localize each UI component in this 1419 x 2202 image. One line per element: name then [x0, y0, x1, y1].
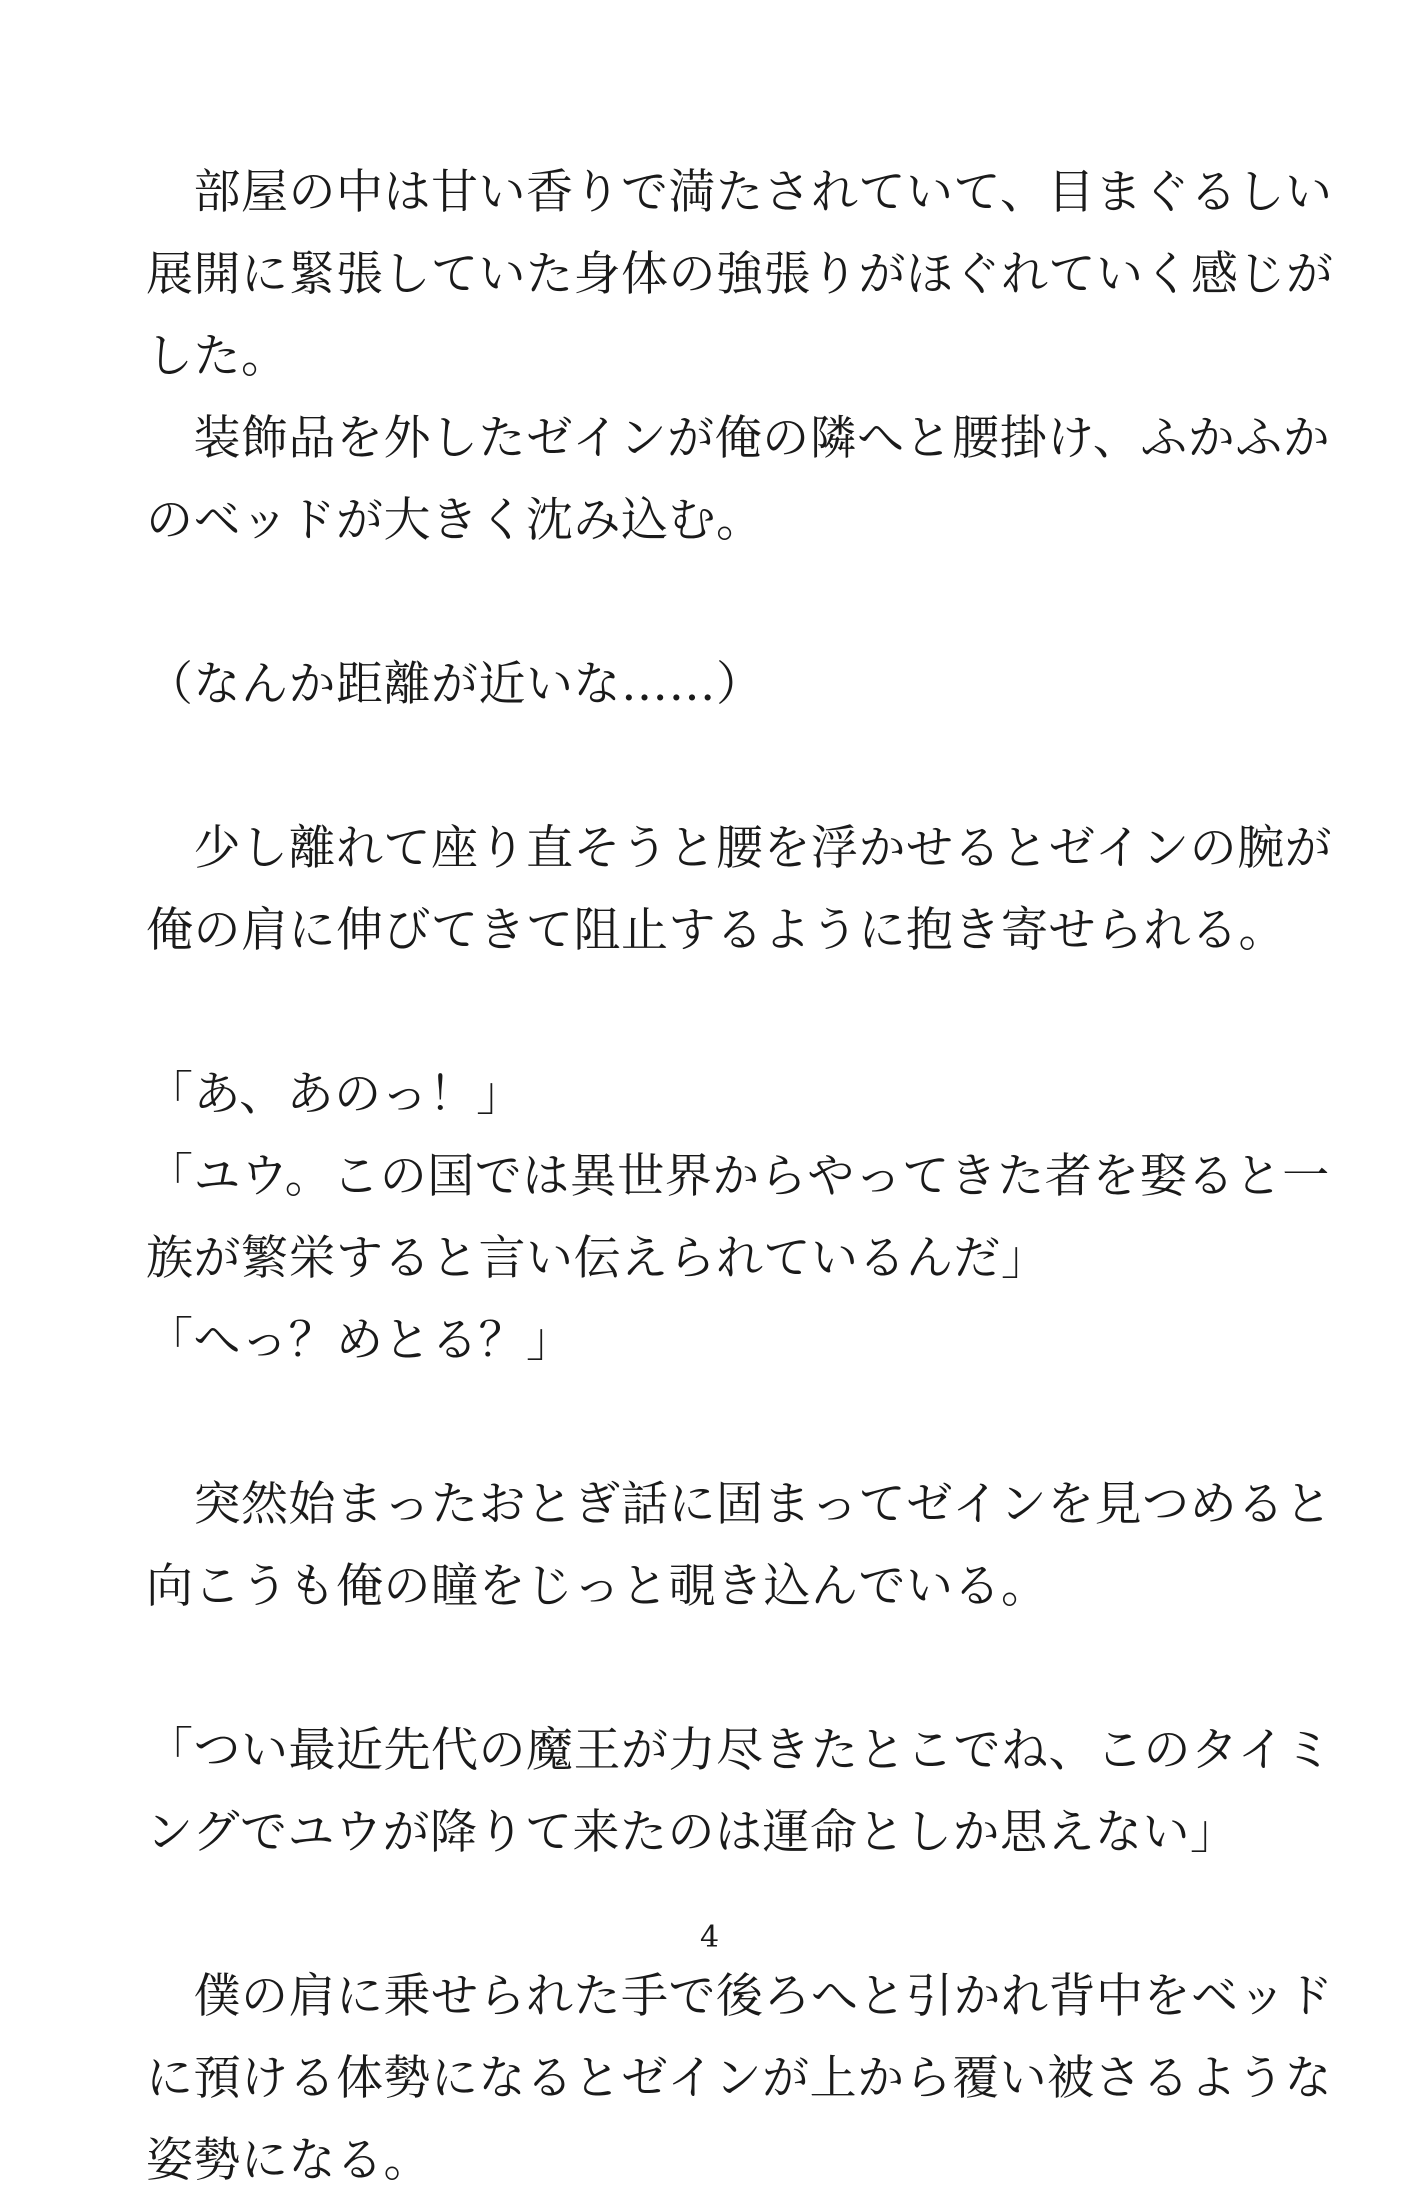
- text-line: （なんか距離が近いな……）: [146, 657, 764, 712]
- blank-line: [146, 1628, 1286, 1710]
- text-line: 「へっ？めとる？」: [146, 1313, 574, 1368]
- text-line: 族が繁栄すると言い伝えられているんだ」: [146, 1231, 1049, 1286]
- blank-line: [146, 1382, 1286, 1464]
- text-line: した。: [146, 329, 289, 384]
- blank-line: [146, 562, 1286, 644]
- text-line: に預ける体勢になるとゼインが上から覆い被さるような: [146, 2051, 1333, 2106]
- page-number: 4: [699, 1920, 720, 1955]
- text-line: のベッドが大きく沈み込む。: [146, 493, 764, 548]
- text-line: 「あ、あのっ！」: [146, 1067, 524, 1122]
- text-line: 俺の肩に伸びてきて阻止するように抱き寄せられる。: [146, 903, 1286, 958]
- text-line: 僕の肩に乗せられた手で後ろへと引かれ背中をベッド: [146, 1969, 1334, 2024]
- text-line: 展開に緊張していた身体の強張りがほぐれていく感じが: [146, 247, 1334, 302]
- text-line: 姿勢になる。: [146, 2133, 431, 2188]
- blank-line: [146, 972, 1286, 1054]
- body-text: [146, 152, 1334, 2202]
- text-line: 「ユウ。この国では異世界からやってきた者を娶ると一: [146, 1149, 1330, 1204]
- text-line: 部屋の中は甘い香りで満たされていて、目まぐるしい: [146, 165, 1333, 220]
- text-line: 「つい最近先代の魔王が力尽きたとこでね、このタイミ: [146, 1723, 1333, 1778]
- text-line: 装飾品を外したゼインが俺の隣へと腰掛け、ふかふか: [146, 411, 1331, 466]
- text-line: 向こうも俺の瞳をじっと覗き込んでいる。: [146, 1559, 1049, 1614]
- blank-line: [146, 726, 1286, 808]
- text-line: ングでユウが降りて来たのは運命としか思えない」: [146, 1805, 1238, 1860]
- text-line: 少し離れて座り直そうと腰を浮かせるとゼインの腕が: [146, 821, 1333, 876]
- text-line: 突然始まったおとぎ話に固まってゼインを見つめると: [146, 1477, 1333, 1532]
